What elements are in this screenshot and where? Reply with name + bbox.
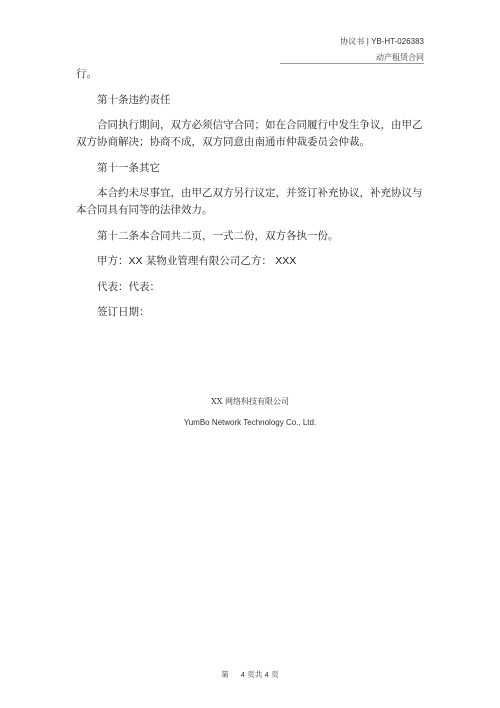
article-12-text: 第十二条本合同共二页，一式二份，双方各执一份。 (97, 229, 339, 242)
footer-company-cn: XX 网络科技有限公司 (211, 397, 289, 406)
page-header (340, 34, 424, 66)
page-total: 4 (264, 670, 269, 679)
article-11-title: 第十一条其它 (97, 161, 160, 174)
sign-date-line: 签订日期： (97, 306, 150, 318)
continuation-text: 行。 (76, 68, 97, 80)
header-doc-id: | YB-HT-026383 (366, 37, 424, 46)
page-prefix: 第 (221, 670, 229, 679)
party-a-company: 某物业管理有限公司 (145, 255, 241, 267)
header-rule (280, 63, 424, 64)
party-a-label: 甲方： (97, 255, 129, 267)
header-doc-type: 协议书 (340, 37, 365, 46)
page-current: 4 (240, 670, 245, 679)
party-a-name: XX (128, 255, 143, 267)
page-mid: 页共 (247, 670, 263, 679)
footer-company-en: YumBo Network Technology Co., Ltd. (183, 418, 317, 427)
contract-body (76, 66, 428, 321)
party-b-label: 乙方： (240, 255, 272, 267)
article-11-text: 本合约未尽事宜，由甲乙双方另行议定，并签订补充协议，补充协议与本合同具有同等的法律效力。 (76, 187, 423, 216)
representative-line: 代表：代表： (97, 280, 160, 293)
page-suffix: 页 (271, 670, 279, 679)
header-doc-title: 动产租赁合同 (376, 53, 424, 62)
parties-line (76, 253, 428, 270)
page-number (0, 669, 500, 680)
article-10-title: 第十条违约责任 (97, 93, 171, 106)
party-b-name: XXX (275, 255, 297, 267)
article-10-text: 合同执行期间，双方必须信守合同；如在合同履行中发生争议，由甲乙双方协商解决；协商不成，双方同意由南通市仲裁委员会仲裁。 (76, 119, 423, 148)
